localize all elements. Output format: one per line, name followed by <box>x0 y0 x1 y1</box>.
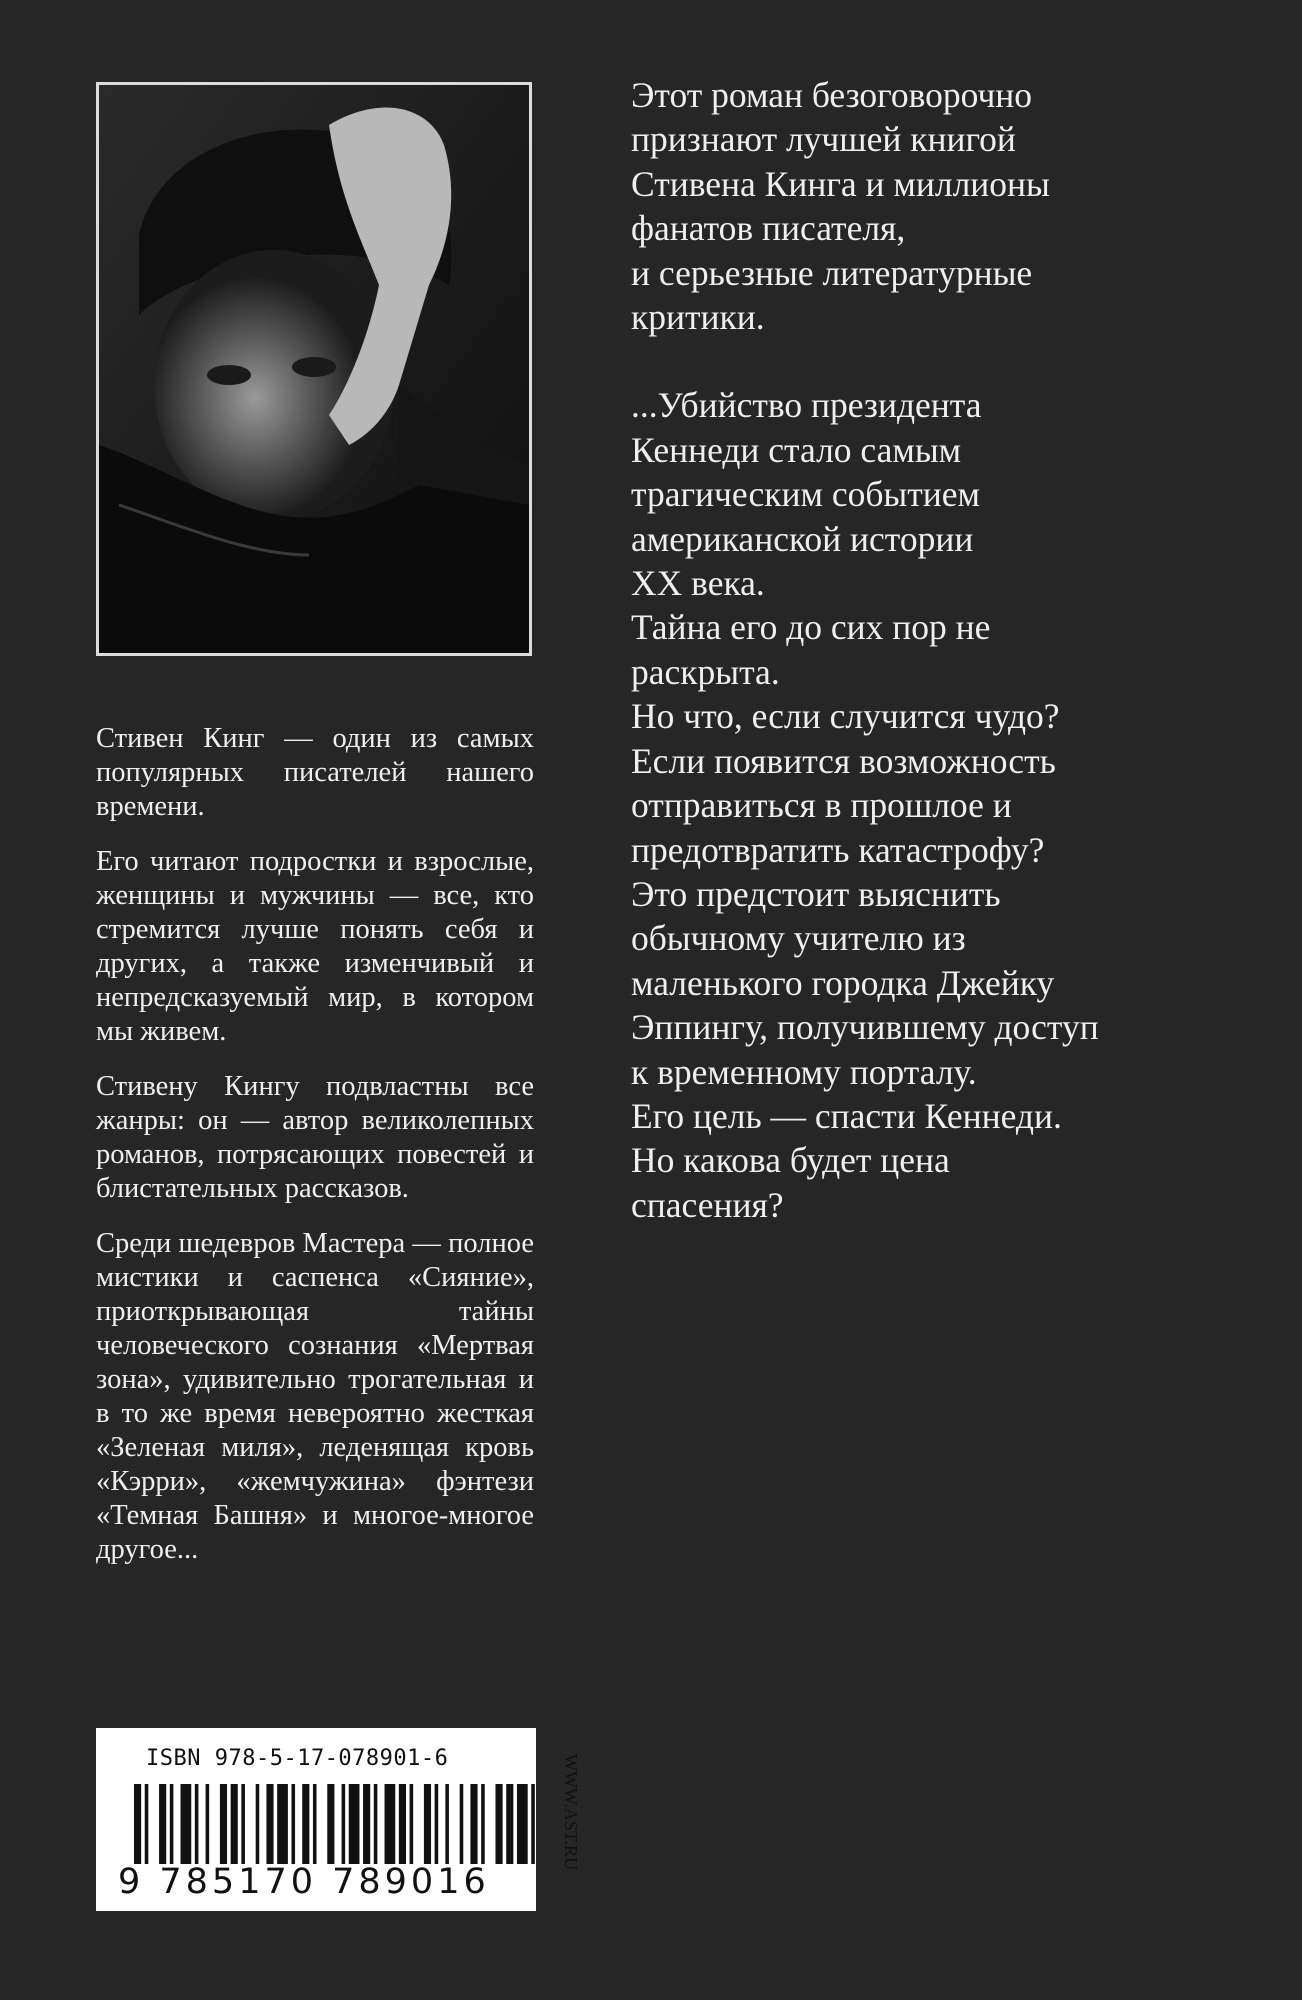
barcode-bar <box>342 1784 346 1864</box>
author-bio-paragraph: Стивен Кинг — один из самых популярных писателей нашего времени. <box>96 723 534 822</box>
barcode-bar <box>181 1784 192 1864</box>
barcode-bar <box>145 1784 149 1864</box>
barcode-bar <box>399 1784 406 1864</box>
barcode-bar <box>170 1784 174 1864</box>
barcode-bar <box>266 1784 273 1864</box>
barcode-bar <box>435 1784 439 1864</box>
barcode-bar <box>531 1784 535 1864</box>
barcode-bar <box>256 1784 260 1864</box>
barcode-bar <box>495 1784 502 1864</box>
barcode-bar <box>517 1784 528 1864</box>
barcode-bar <box>385 1784 396 1864</box>
blurb-intro: Этот роман безоговорочно признают лучшей книгой Стивена Кинга и миллионы фанатов писателя, и серьезные литературные критики. <box>631 75 1050 338</box>
barcode-bar <box>481 1784 485 1864</box>
blurb-body: ...Убийство президента Кеннеди стало самым трагическим событием американской истории XX века. Тайна его до сих пор не раскрыта. Но что, если случится чудо? Если появится возможность отправиться в прошлое и предотвратить катастрофу? Это предстоит выяснить обычному учителю из маленького городка Джейку Эппингу, получившему доступ к временному порталу. Его цель — спасти Кеннеди. Но какова будет цена спасения? <box>631 385 1099 1225</box>
author-bio-paragraph: Стивену Кингу подвластны все жанры: он — автор великолепных романов, потрясающих повестей и блистательных рассказов. <box>96 1071 534 1204</box>
barcode-panel <box>96 1728 581 1911</box>
barcode-bar <box>363 1784 370 1864</box>
barcode-bar <box>349 1784 360 1864</box>
barcode-bars <box>134 1784 542 1874</box>
barcode-bar <box>302 1784 309 1864</box>
barcode-bar <box>195 1784 199 1864</box>
barcode-bar <box>470 1784 477 1864</box>
barcode-bar <box>231 1784 238 1864</box>
barcode-bar <box>291 1784 295 1864</box>
barcode-bar <box>313 1784 317 1864</box>
barcode-bar <box>134 1784 141 1864</box>
barcode-bar <box>220 1784 227 1864</box>
author-bio-paragraph: Его читают подростки и взрослые, женщины и мужчины — все, кто стремится лучше понять себя и других, а также изменчивый и непредсказуемый мир, в котором мы живем. <box>96 846 534 1047</box>
book-blurb <box>631 73 1251 1227</box>
barcode-bar <box>424 1784 431 1864</box>
barcode-bar <box>506 1784 513 1864</box>
barcode-bar <box>206 1784 210 1864</box>
author-bio-paragraph: Среди шедевров Мастера — полное мистики и саспенса «Сияние», приоткрывающая тайны человеческого сознания «Мертвая зона», удивительно трогательная и в то же время невероятно жесткая «Зеленая миля», леденящая кровь «Кэрри», «жемчужина» фэнтези «Темная Башня» и многое-многое другое... <box>96 1228 534 1565</box>
barcode-bar <box>327 1784 334 1864</box>
author-bio <box>96 722 534 1588</box>
barcode-bar <box>445 1784 449 1864</box>
barcode-bar <box>241 1784 245 1864</box>
isbn-label: ISBN 978-5-17-078901-6 <box>146 1746 449 1771</box>
barcode-bar <box>159 1784 166 1864</box>
barcode-bar <box>374 1784 378 1864</box>
author-photo <box>96 82 532 656</box>
barcode-bar <box>277 1784 288 1864</box>
publisher-website: WWW.AST.RU <box>561 1754 581 1870</box>
barcode-digits: 9 785170 789016 <box>118 1862 490 1902</box>
barcode-bar <box>410 1784 414 1864</box>
author-portrait-image <box>99 85 529 653</box>
barcode-bar <box>460 1784 464 1864</box>
